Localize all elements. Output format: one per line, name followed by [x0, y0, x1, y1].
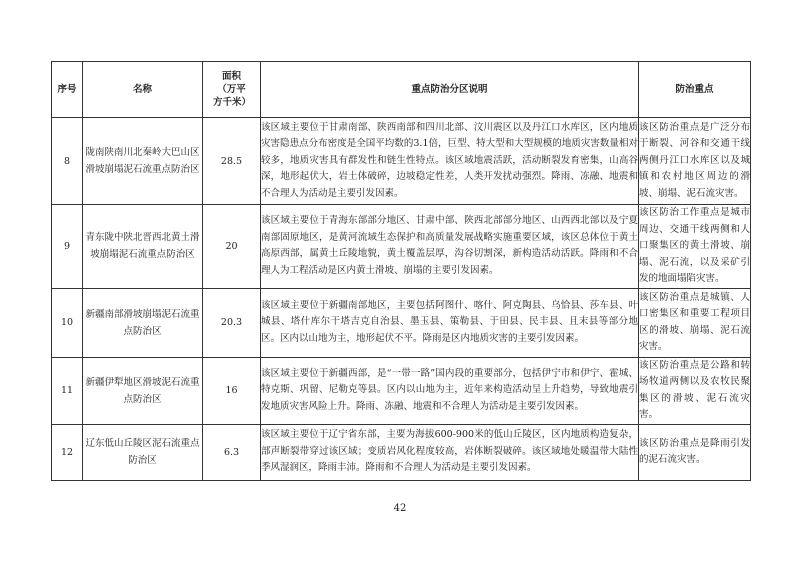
- table-row: [52, 118, 751, 205]
- header-no: 序号: [52, 62, 83, 118]
- zone-focus: 该区防治重点是降雨引发的泥石流灾害。: [639, 424, 751, 480]
- zone-description: 该区域主要位于辽宁省东部，主要为海拔600-900米的低山丘陵区，区内地质构造复杂，部声断裂带穿过该区域；变质岩风化程度较高，岩体断裂破碎。该区域地处暖温带大陆性季风湿润区，降雨丰沛。降雨和不合理人为活动是主要引发因素。: [261, 424, 639, 480]
- zone-focus: 该区防治工作重点是城市周边、交通干线两侧和人口聚集区的黄土滑坡、崩塌、泥石流，以及采矿引发的地面塌陷灾害。: [639, 205, 751, 289]
- zone-name: 新疆南部滑坡崩塌泥石流重点防治区: [83, 288, 203, 357]
- row-no: 9: [52, 205, 83, 289]
- zone-area: 6.3: [203, 424, 261, 480]
- row-no: 12: [52, 424, 83, 480]
- page-number: 42: [393, 503, 407, 514]
- zone-name: 青东陇中陕北晋西北黄土滑坡崩塌泥石流重点防治区: [83, 205, 203, 289]
- table-row: [52, 424, 751, 480]
- row-no: 10: [52, 288, 83, 357]
- zone-area: 16: [203, 357, 261, 424]
- zone-focus: 该区防治重点是城镇、人口密集区和重要工程项目区的滑坡、崩塌、泥石流灾害。: [639, 288, 751, 357]
- zone-name: 新疆伊犁地区滑坡泥石流重点防治区: [83, 357, 203, 424]
- zone-area: 20.3: [203, 288, 261, 357]
- zone-description: 该区域主要位于甘肃南部、陕西南部和四川北部、汶川震区以及丹江口水库区，区内地质灾害隐患点分布密度是全国平均数的3.1倍，巨型、特大型和大型规模的地质灾害数量相对较多，地质灾害具有群发性和链生性特点。该区域地震活跃，活动断裂发育密集，山高谷深，地形起伏大，岩土体破碎，边坡稳定性差，人类开发扰动强烈。降雨、冻融、地震和不合理人为活动是主要引发因素。: [261, 118, 639, 205]
- row-no: 11: [52, 357, 83, 424]
- table-header-row: [52, 62, 751, 118]
- zone-area: 20: [203, 205, 261, 289]
- header-name: 名称: [83, 62, 203, 118]
- zone-focus: 该区防治重点是广泛分布于断裂、河谷和交通干线两侧丹江口水库区以及城镇和农村地区周边的滑坡、崩塌、泥石流灾害。: [639, 118, 751, 205]
- table-row: [52, 205, 751, 289]
- table-row: [52, 357, 751, 424]
- header-desc: 重点防治分区说明: [261, 62, 639, 118]
- zone-focus: 该区防治重点是公路和转场牧道两侧以及农牧民聚集区的滑坡、泥石流灾害。: [639, 357, 751, 424]
- header-focus: 防治重点: [639, 62, 751, 118]
- zone-area: 28.5: [203, 118, 261, 205]
- prevention-zone-table: [51, 61, 751, 481]
- zone-description: 该区域主要位于青海东部部分地区、甘肃中部、陕西北部部分地区、山西西北部以及宁夏南部固原地区，是黄河流域生态保护和高质量发展战略实施重要区域，该区总体位于黄土高原西部，属黄土丘陵地貌，黄土覆盖层厚，沟谷切割深，新构造活动活跃。降雨和不合理人为工程活动是区内黄土滑坡、崩塌的主要引发因素。: [261, 205, 639, 289]
- zone-description: 该区域主要位于新疆南部地区，主要包括阿图什、喀什、阿克陶县、乌恰县、莎车县、叶城县、塔什库尔干塔吉克自治县、墨玉县、策勒县、于田县、民丰县、且末县等部分地区。区内以山地为主，地形起伏不平。降雨是区内地质灾害的主要引发因素。: [261, 288, 639, 357]
- zone-name: 陇南陕南川北秦岭大巴山区滑坡崩塌泥石流重点防治区: [83, 118, 203, 205]
- zone-description: 该区域主要位于新疆西部，是“一带一路”国内段的重要部分，包括伊宁市和伊宁、霍城、特克斯、巩留、尼勒克等县。区内以山地为主，近年来构造活动呈上升趋势，导致地震引发地质灾害风险上升。降雨、冻融、地震和不合理人为活动是主要引发因素。: [261, 357, 639, 424]
- table-row: [52, 288, 751, 357]
- zone-name: 辽东低山丘陵区泥石流重点防治区: [83, 424, 203, 480]
- header-area: 面积（万平方千米）: [203, 62, 261, 118]
- row-no: 8: [52, 118, 83, 205]
